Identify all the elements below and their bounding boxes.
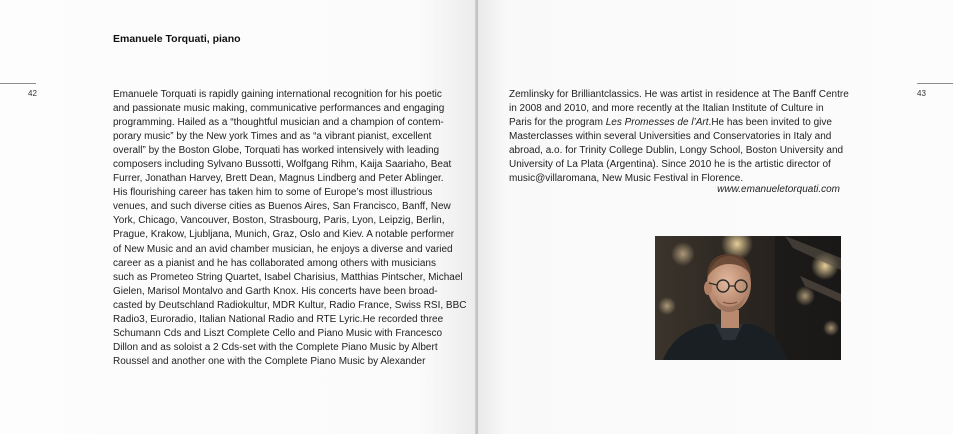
text-line: Gielen, Marisol Montalvo and Garth Knox. His concerts have been broad- xyxy=(113,285,438,297)
text-line: abroad, a.o. for Trinity College Dublin, Longy School, Boston University and xyxy=(509,145,844,157)
text-line: of New Music and an avid chamber musician, he enjoys a diverse and varied xyxy=(113,243,453,255)
text-line: Roussel and another one with the Complete Piano Music by Alexander xyxy=(113,355,426,367)
left-page xyxy=(0,0,476,434)
portrait-photo xyxy=(655,236,841,360)
bio-text-left xyxy=(113,88,466,369)
text-line: His flourishing career has taken him to some of Europe’s most illustrious xyxy=(113,187,433,199)
text-line xyxy=(509,116,849,130)
text-line: and passionate music making, communicative performances and engaging xyxy=(113,103,445,115)
text-fragment: Paris for the program xyxy=(509,117,606,129)
text-line: composers including Sylvano Bussotti, Wolfgang Rihm, Kaija Saariaho, Beat xyxy=(113,159,452,171)
text-line: Emanuele Torquati is rapidly gaining international recognition for his poetic xyxy=(113,89,442,100)
text-line: venues, and such diverse cities as Buenos Aires, San Francisco, Banff, New xyxy=(113,201,451,213)
text-line: overall” by the Boston Globe, Torquati has worked intensively with leading xyxy=(113,145,440,157)
text-line: casted by Deutschland Radiokultur, MDR Kultur, Radio France, Swiss RSI, BBC xyxy=(113,299,467,311)
text-line: such as Prometeo String Quartet, Isabel Charisius, Matthias Pintscher, Michael xyxy=(113,271,463,283)
text-line: Prague, Krakow, Ljubljana, Munich, Graz, Oslo and Kiev. A notable performer xyxy=(113,229,455,241)
text-line: Furrer, Jonathan Harvey, Brett Dean, Magnus Lindberg and Peter Ablinger. xyxy=(113,173,444,185)
text-line: Masterclasses within several Universities and Conservatories in Italy and xyxy=(509,131,832,143)
text-line: Schumann Cds and Liszt Complete Cello and Piano Music with Francesco xyxy=(113,327,443,339)
text-line: University of La Plata (Argentina). Since 2010 he is the artistic director of xyxy=(509,159,831,171)
text-line: Zemlinsky for Brilliantclassics. He was artist in residence at The Banff Centre xyxy=(509,89,849,100)
text-line: York, Chicago, Vancouver, Boston, Strasbourg, Paris, Lyon, Leipzig, Berlin, xyxy=(113,215,445,227)
right-page xyxy=(478,0,953,434)
text-line: Dillon and as soloist a 2 Cds-set with the Complete Piano Music by Albert xyxy=(113,341,438,353)
text-line: in 2008 and 2010, and more recently at the Italian Institute of Culture in xyxy=(509,103,824,115)
website-link[interactable]: www.emanueletorquati.com xyxy=(717,184,840,195)
page-number-right: 43 xyxy=(917,89,926,98)
text-line: Radio3, Euroradio, Italian National Radio and RTE Lyric.He recorded three xyxy=(113,313,444,325)
page-rule-right xyxy=(917,83,953,84)
bio-text-right xyxy=(509,88,849,186)
portrait-photo-icon xyxy=(655,236,841,360)
text-line: programming. Hailed as a “thoughtful musician and a champion of contem- xyxy=(113,117,444,129)
program-title: Les Promesses de l’Art xyxy=(605,117,709,129)
text-line: career as a pianist and he has collaborated among others with musicians xyxy=(113,257,436,269)
text-fragment: .He has been invited to give xyxy=(708,117,832,129)
bio-heading: Emanuele Torquati, piano xyxy=(113,33,241,45)
page-rule-left xyxy=(0,83,36,84)
text-line: music@villaromana, New Music Festival in Florence. xyxy=(509,173,744,185)
text-line: porary music” by the New york Times and as “a vibrant pianist, excellent xyxy=(113,131,432,143)
page-number-left: 42 xyxy=(28,89,37,98)
